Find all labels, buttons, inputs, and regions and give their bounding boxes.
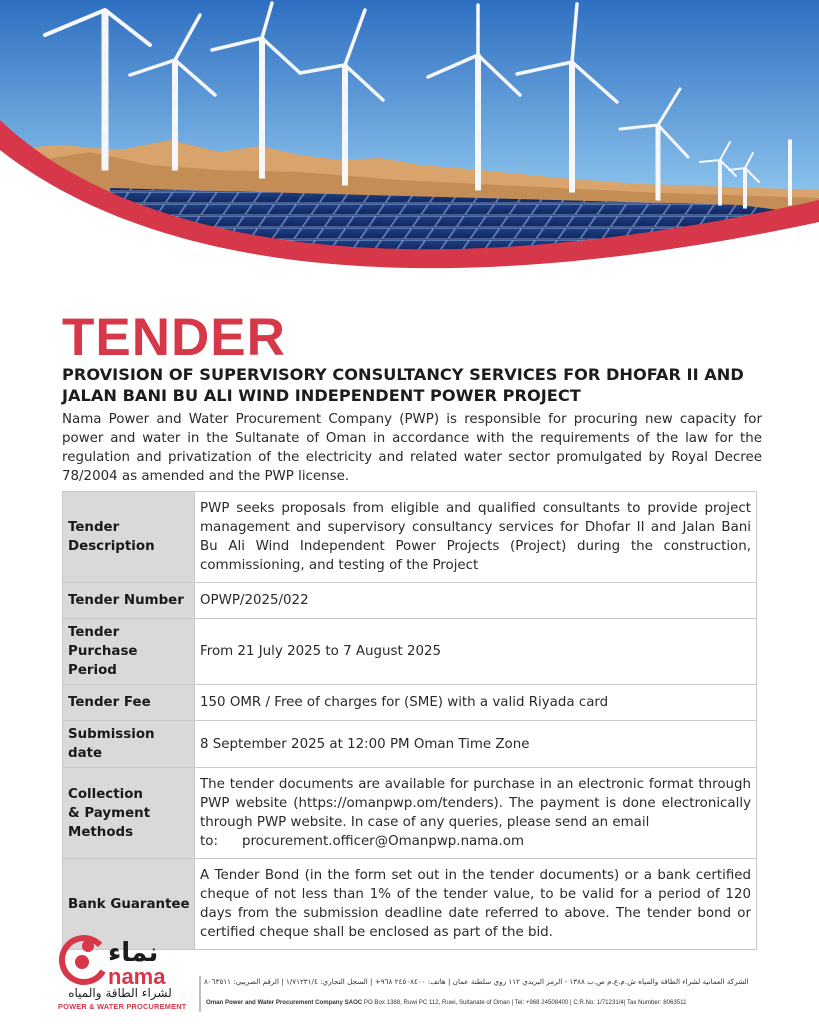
logo-english-tagline: POWER & WATER PROCUREMENT: [58, 1002, 187, 1011]
nama-logo-mark-icon: [58, 934, 108, 986]
collection-text: The tender documents are available for purchase in an electronic format through PWP website (https://omanpwp.om/tenders). The payment is done electronically through PWP website. In case of any queries, please send an email: [200, 777, 751, 830]
table-row: [63, 492, 757, 583]
tender-subtitle: PROVISION OF SUPERVISORY CONSULTANCY SERVICES FOR DHOFAR II AND JALAN BANI BU ALI WIND INDEPENDENT POWER PROJECT: [62, 365, 744, 405]
row-value: 150 OMR / Free of charges for (SME) with a valid Riyada card: [195, 685, 757, 721]
row-value: A Tender Bond (in the form set out in the tender documents) or a bank certified cheque of not less than 1% of the tender value, to be valid for a period of 120 days from the submission deadline date referred to above. The tender bond or certified cheque shall be enclosed as part of the bid.: [195, 859, 757, 950]
email-line: [200, 832, 751, 851]
footer-address-line: PO Box 1388, Ruwi PC 112, Ruwi, Sultanate of Oman | Tel: +968 24508400 | C.R.No: 1/71231/4| Tax Number: 8063511: [363, 999, 687, 1006]
row-label: [63, 492, 195, 583]
row-label-line: Description: [68, 539, 155, 554]
row-label-line: & Payment: [68, 805, 151, 821]
hero-illustration: [0, 0, 819, 312]
table-row: [63, 619, 757, 685]
footer-company-name: Oman Power and Water Procurement Company SAOC: [206, 999, 363, 1006]
row-label-line: Tender Fee: [68, 695, 151, 710]
logo-english-name: nama: [108, 964, 166, 989]
intro-paragraph: Nama Power and Water Procurement Company (PWP) is responsible for procuring new capacity for power and water in the Sultanate of Oman in accordance with the requirements of the law for the regulation and privatization of the electricity and related water sector promulgated by Royal Decree 78/2004 as amended and the PWP license.: [62, 412, 762, 484]
footer-address-arabic: الشركة العمانية لشراء الطاقة والمياه ش.م.ع.م ص.ب ١٣٨٨ - الرمز البريدي ١١٢ روي سلطنة عمان | هاتف: ٢٤٥٠٨٤٠٠ ٩٦٨+ | السجل التجاري: ١/٧١٢٣١/٤ | الرقم الضريبي: ٨٠٦٣٥١١: [204, 977, 749, 986]
row-label-line: Submission date: [68, 727, 155, 761]
row-label: [63, 583, 195, 619]
row-label-line: Methods: [68, 824, 134, 840]
tender-info-table: [62, 491, 757, 950]
row-label: [63, 685, 195, 721]
row-value: 8 September 2025 at 12:00 PM Oman Time Zone: [195, 721, 757, 768]
row-label-line: Tender Number: [68, 593, 184, 608]
row-value: From 21 July 2025 to 7 August 2025: [195, 619, 757, 685]
hero-banner: [0, 0, 819, 312]
table-row: [63, 685, 757, 721]
row-value: [195, 768, 757, 859]
footer-divider: [199, 976, 201, 1012]
footer-address-english: [206, 999, 766, 1006]
table-row: [63, 583, 757, 619]
logo-arabic-name: نماء: [108, 938, 159, 968]
row-label: [63, 721, 195, 768]
table-row: [63, 768, 757, 859]
row-value: OPWP/2025/022: [195, 583, 757, 619]
row-label-line: Tender: [68, 520, 120, 535]
row-value: PWP seeks proposals from eligible and qualified consultants to provide project management and supervisory consultancy services for Dhofar II and Jalan Bani Bu Ali Wind Independent Power Projects (Project) during the construction, commissioning, and testing of the Project: [195, 492, 757, 583]
row-label-line: Collection: [68, 786, 143, 802]
email-prefix: to:: [200, 834, 218, 849]
row-label-line: Period: [68, 663, 117, 678]
row-label-line: Bank Guarantee: [68, 896, 190, 912]
nama-logo: [58, 934, 198, 1014]
contact-email-link[interactable]: procurement.officer@Omanpwp.nama.om: [241, 834, 525, 849]
row-label-line: Tender Purchase: [68, 625, 138, 659]
row-label: [63, 619, 195, 685]
table-row: [63, 721, 757, 768]
row-label: [63, 768, 195, 859]
page-title: TENDER: [62, 308, 286, 367]
logo-arabic-tagline: لشراء الطاقة والمياه: [68, 986, 172, 1000]
